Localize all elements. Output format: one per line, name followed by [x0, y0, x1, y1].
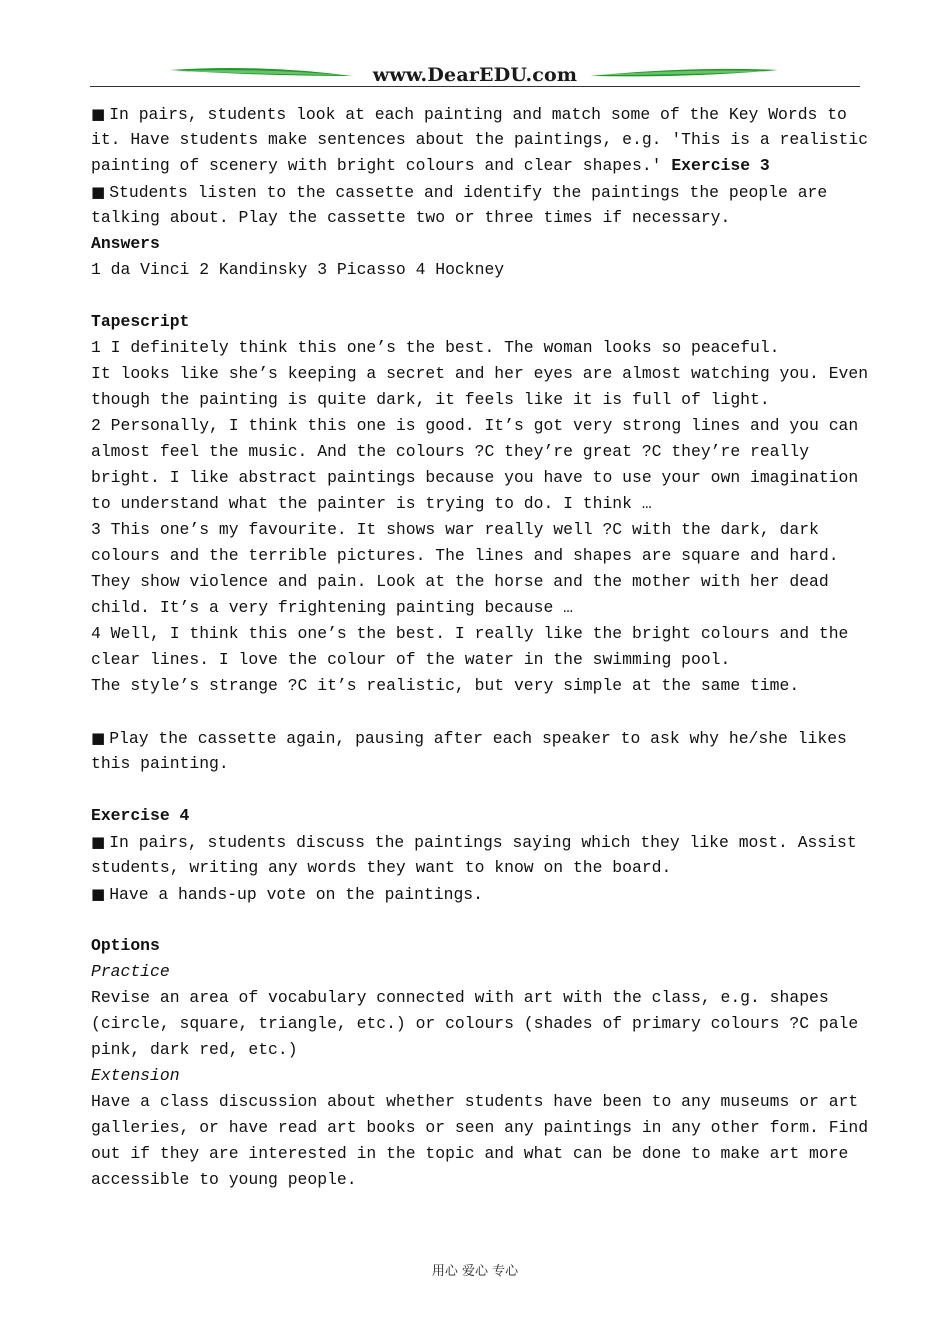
text-line: [91, 751, 863, 777]
line-text: though the painting is quite dark, it feels like it is full of light.: [91, 390, 770, 409]
line-text: Have a hands-up vote on the paintings.: [109, 885, 483, 904]
line-text: 2 Personally, I think this one is good. It’s got very strong lines and you can: [91, 416, 859, 435]
section-heading: [91, 933, 863, 959]
header-site-title: www.DearEDU.com: [372, 64, 578, 86]
line-text: Tapescript: [91, 312, 190, 331]
line-text: Play the cassette again, pausing after each speaker to ask why he/she likes: [109, 729, 847, 748]
header-rule: [90, 86, 860, 87]
line-text: Revise an area of vocabulary connected with art with the class, e.g. shapes: [91, 988, 829, 1007]
section-heading-inline: Exercise 3: [671, 156, 770, 175]
text-line: [91, 179, 863, 205]
text-line: [91, 361, 869, 387]
blank-line: [91, 777, 863, 803]
text-line: [91, 335, 863, 361]
section-heading: [91, 309, 863, 335]
text-line: [91, 1167, 863, 1193]
line-text: 4 Well, I think this one’s the best. I really like the bright colours and the: [91, 624, 849, 643]
text-line: [91, 881, 863, 907]
page-footer: 用心 爱心 专心: [431, 1264, 519, 1279]
line-text: Answers: [91, 234, 160, 253]
line-text: child. It’s a very frightening painting because …: [91, 598, 573, 617]
line-text: it. Have students make sentences about the paintings, e.g. 'This is a realistic: [91, 130, 869, 149]
text-line: [91, 621, 863, 647]
text-line: [91, 101, 863, 127]
line-text: painting of scenery with bright colours and clear shapes.': [91, 156, 662, 175]
text-line: [91, 647, 863, 673]
text-line: [91, 517, 863, 543]
text-line: [91, 127, 869, 153]
line-text: The style’s strange ?C it’s realistic, but very simple at the same time.: [91, 676, 800, 695]
blank-line: [91, 283, 863, 309]
line-text: almost feel the music. And the colours ?C they’re great ?C they’re really: [91, 442, 810, 461]
blank-line: [91, 907, 863, 933]
section-heading: [91, 803, 863, 829]
line-text: Exercise 4: [91, 806, 190, 825]
line-text: 1 da Vinci 2 Kandinsky 3 Picasso 4 Hockney: [91, 260, 505, 279]
text-line: [91, 153, 863, 179]
text-line: [91, 543, 863, 569]
line-text: Extension: [91, 1066, 180, 1085]
line-text: In pairs, students discuss the paintings saying which they like most. Assist: [109, 833, 857, 852]
bullet-square-icon: ■: [91, 833, 106, 851]
line-text: pink, dark red, etc.): [91, 1040, 298, 1059]
text-line: [91, 595, 863, 621]
line-text: 3 This one’s my favourite. It shows war really well ?C with the dark, dark: [91, 520, 819, 539]
line-text: Practice: [91, 962, 170, 981]
text-line: [91, 491, 863, 517]
text-line: [91, 439, 863, 465]
line-text: bright. I like abstract paintings because you have to use your own imagination: [91, 468, 859, 487]
text-line: [91, 1115, 869, 1141]
text-line: [91, 465, 863, 491]
text-line: [91, 725, 863, 751]
text-line: [91, 673, 863, 699]
line-text: out if they are interested in the topic and what can be done to make art more: [91, 1144, 849, 1163]
text-line: [91, 205, 863, 231]
line-text: In pairs, students look at each painting and match some of the Key Words to: [109, 105, 847, 124]
line-text: clear lines. I love the colour of the water in the swimming pool.: [91, 650, 731, 669]
line-text: Options: [91, 936, 160, 955]
line-text: It looks like she’s keeping a secret and her eyes are almost watching you. Even: [91, 364, 869, 383]
text-line: [91, 829, 863, 855]
bullet-square-icon: ■: [91, 729, 106, 747]
text-line: [91, 1011, 863, 1037]
line-text: 1 I definitely think this one’s the best. The woman looks so peaceful.: [91, 338, 780, 357]
section-heading: [91, 231, 863, 257]
blank-line: [91, 699, 863, 725]
line-text: galleries, or have read art books or seen any paintings in any other form. Find: [91, 1118, 869, 1137]
text-line: [91, 257, 863, 283]
text-line: [91, 1089, 863, 1115]
line-text: Students listen to the cassette and identify the paintings the people are: [109, 183, 828, 202]
text-line: [91, 855, 863, 881]
text-line: [91, 1141, 863, 1167]
text-line: [91, 1037, 863, 1063]
line-text: They show violence and pain. Look at the horse and the mother with her dead: [91, 572, 829, 591]
line-text: (circle, square, triangle, etc.) or colours (shades of primary colours ?C pale: [91, 1014, 859, 1033]
text-line: [91, 985, 863, 1011]
document-body: [91, 101, 869, 1193]
line-text: to understand what the painter is trying to do. I think …: [91, 494, 652, 513]
line-text: students, writing any words they want to know on the board.: [91, 858, 672, 877]
line-text: accessible to young people.: [91, 1170, 357, 1189]
subsection-heading: [91, 1063, 863, 1089]
text-line: [91, 413, 863, 439]
subsection-heading: [91, 959, 863, 985]
bullet-square-icon: ■: [91, 183, 106, 201]
bullet-square-icon: ■: [91, 105, 106, 123]
text-line: [91, 387, 863, 413]
line-text: this painting.: [91, 754, 229, 773]
line-text: colours and the terrible pictures. The lines and shapes are square and hard.: [91, 546, 839, 565]
line-text: talking about. Play the cassette two or three times if necessary.: [91, 208, 731, 227]
line-text: Have a class discussion about whether students have been to any museums or art: [91, 1092, 859, 1111]
bullet-square-icon: ■: [91, 885, 106, 903]
text-line: [91, 569, 863, 595]
